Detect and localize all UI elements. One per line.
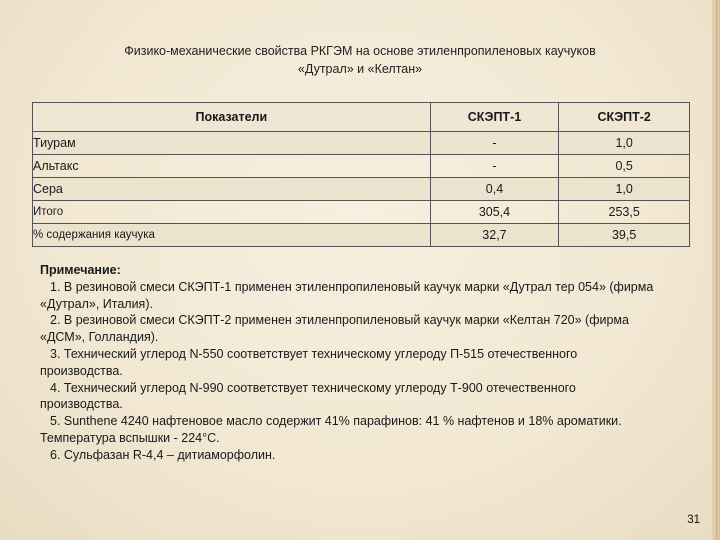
row-value-skept-2: 1,0 <box>559 178 690 201</box>
table-row <box>33 132 690 155</box>
row-value-skept-1: 0,4 <box>430 178 559 201</box>
slide-title <box>60 42 660 78</box>
notes-heading: Примечание: <box>40 263 121 277</box>
row-value-skept-1: - <box>430 132 559 155</box>
row-name: Сера <box>33 178 431 201</box>
row-name: Тиурам <box>33 132 431 155</box>
note-item: 3. Технический углерод N-550 соответствует техническому углероду П-515 отечественного производства. <box>40 346 578 378</box>
row-name: Итого <box>33 201 431 224</box>
title-line-2: «Дутрал» и «Келтан» <box>297 62 423 76</box>
table-row <box>33 224 690 247</box>
table-row <box>33 178 690 201</box>
row-value-skept-2: 0,5 <box>559 155 690 178</box>
note-item: 2. В резиновой смеси СКЭПТ-2 применен этиленпропиленовый каучук марки «Келтан 720» (фирма «ДСМ», Голландия). <box>40 313 629 345</box>
note-item: 6. Сульфазан R-4,4 – дитиаморфолин. <box>50 447 276 462</box>
header-indicators: Показатели <box>33 103 431 132</box>
note-item: 5. Sunthene 4240 нафтеновое масло содержит 41% парафинов: 41 % нафтенов и 18% ароматики. Температура вспышки - 224°С. <box>40 414 622 445</box>
properties-table <box>32 102 690 247</box>
table-row <box>33 201 690 224</box>
note-item: 1. В резиновой смеси СКЭПТ-1 применен этиленпропиленовый каучук марки «Дутрал тер 054» (фирма «Дутрал», Италия). <box>40 279 654 311</box>
row-value-skept-2: 1,0 <box>559 132 690 155</box>
right-decorative-line <box>716 0 717 540</box>
header-skept-2: СКЭПТ-2 <box>559 103 690 132</box>
note-item: 4. Технический углерод N-990 соответствует техническому углероду Т-900 отечественного производства. <box>40 380 576 412</box>
notes-block <box>40 262 660 464</box>
row-value-skept-1: - <box>430 155 559 178</box>
header-skept-1: СКЭПТ-1 <box>430 103 559 132</box>
title-line-1: Физико-механические свойства РКГЭМ на основе этиленпропиленовых каучуков <box>124 44 596 58</box>
row-value-skept-1: 32,7 <box>430 224 559 247</box>
row-value-skept-2: 39,5 <box>559 224 690 247</box>
row-name: % содержания каучука <box>33 224 431 247</box>
row-name: Альтакс <box>33 155 431 178</box>
table-header-row <box>33 103 690 132</box>
table-row <box>33 155 690 178</box>
page-number: 31 <box>687 514 700 526</box>
row-value-skept-1: 305,4 <box>430 201 559 224</box>
row-value-skept-2: 253,5 <box>559 201 690 224</box>
